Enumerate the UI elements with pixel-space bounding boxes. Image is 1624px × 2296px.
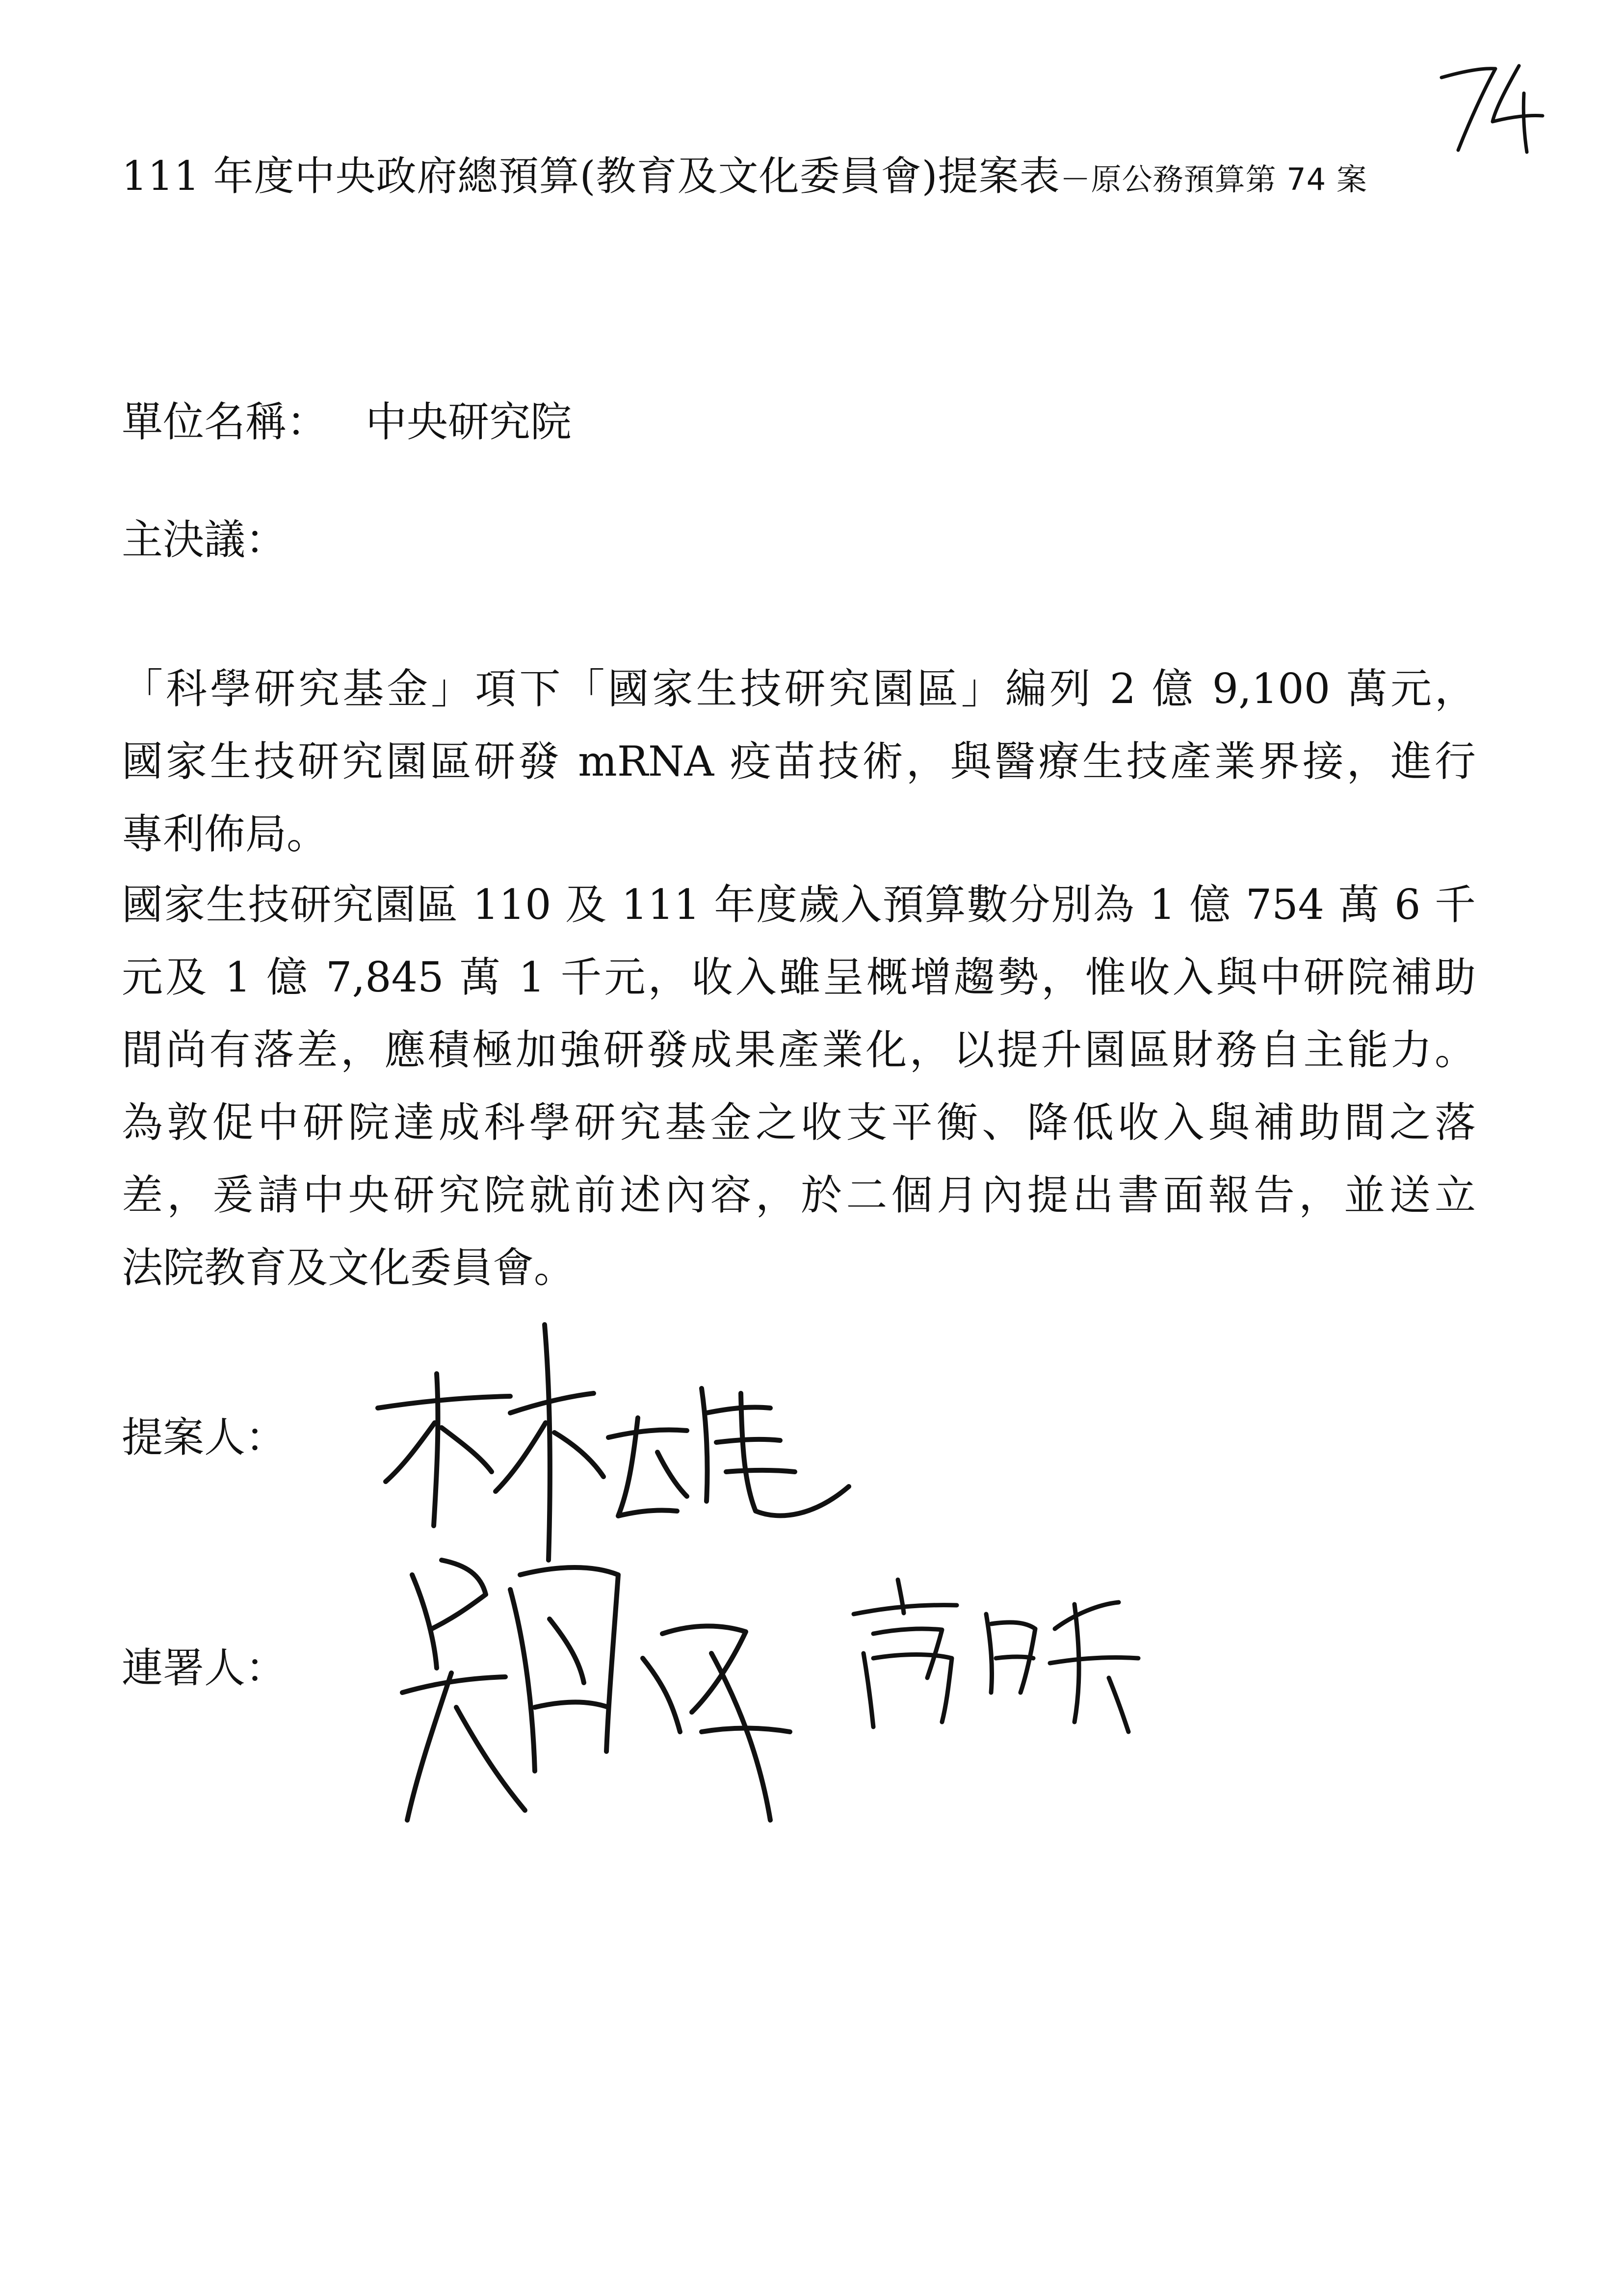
unit-name-value: 中央研究院 bbox=[366, 398, 572, 446]
paragraph-line: 為敦促中研院達成科學研究基金之收支平衡、降低收入與補助間之落 bbox=[122, 1098, 1476, 1147]
paragraph-line: 國家生技研究園區 110 及 111 年度歲入預算數分別為 1 億 754 萬 6 千 bbox=[122, 881, 1476, 929]
main-decision-label: 主決議： bbox=[122, 516, 287, 564]
header-title: 111 年度中央政府總預算(教育及文化委員會)提案表 bbox=[122, 153, 1060, 200]
header-case-suffix: －原公務預算第 74 案 bbox=[1060, 161, 1367, 197]
proposer-label: 提案人： bbox=[122, 1413, 287, 1461]
proposer-signature bbox=[363, 1315, 864, 1570]
unit-name-label: 單位名稱： bbox=[122, 398, 328, 446]
paragraph-line: 「科學研究基金」項下「國家生技研究園區」編列 2 億 9,100 萬元， bbox=[122, 665, 1476, 713]
cosigner-signature-1 bbox=[388, 1545, 829, 1859]
cosigner-label: 連署人： bbox=[122, 1644, 287, 1692]
paragraph-line: 元及 1 億 7,845 萬 1 千元，收入雖呈概增趨勢，惟收入與中研院補助 bbox=[122, 953, 1476, 1001]
paragraph-line: 專利佈局。 bbox=[122, 810, 328, 858]
decision-paragraph-2 bbox=[122, 868, 1476, 1304]
paragraph-line: 差，爰請中央研究院就前述內容，於二個月內提出書面報告，並送立 bbox=[122, 1171, 1476, 1219]
document-header bbox=[122, 147, 1476, 209]
cosigner-signature-2 bbox=[844, 1560, 1153, 1747]
handwritten-page-number bbox=[1433, 54, 1545, 162]
paragraph-line: 國家生技研究園區研發 mRNA 疫苗技術，與醫療生技產業界接，進行 bbox=[122, 737, 1476, 785]
decision-paragraph-1 bbox=[122, 652, 1476, 870]
paragraph-line: 間尚有落差，應積極加強研發成果產業化，以提升園區財務自主能力。 bbox=[122, 1026, 1476, 1074]
paragraph-line: 法院教育及文化委員會。 bbox=[122, 1244, 576, 1292]
